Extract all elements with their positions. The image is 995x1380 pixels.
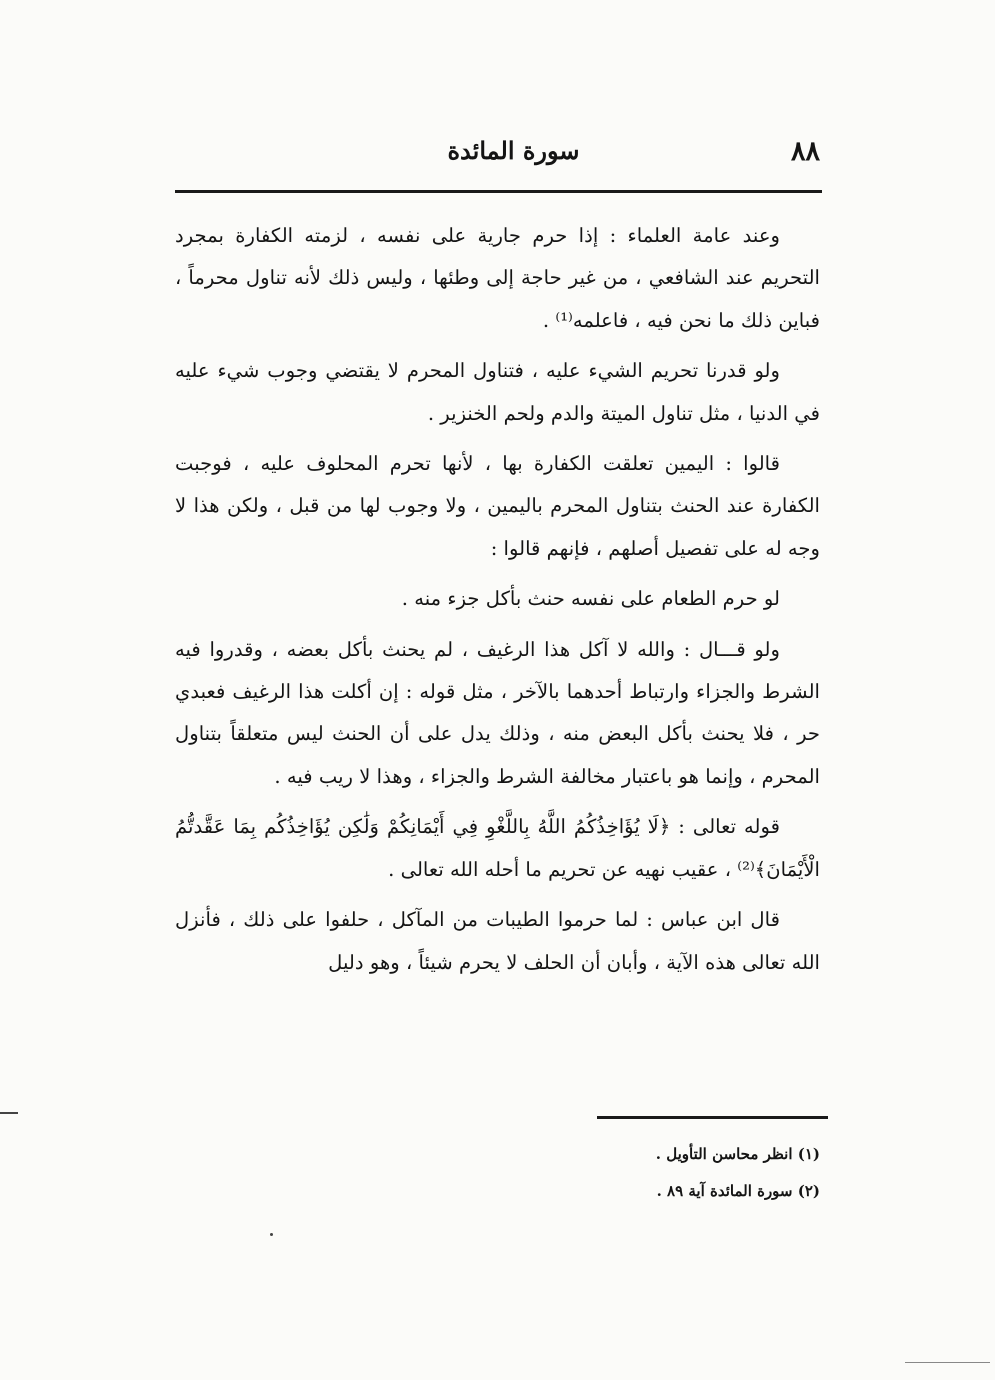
header-rule bbox=[175, 190, 822, 193]
paragraph-6-quran-verse: قوله تعالى : ﴿لَا يُؤَاخِذُكُمُ اللَّهُ بِاللَّغْوِ فِي أَيْمَانِكُمْ وَلَٰكِن يُؤَاخِذُكُم بِمَا عَقَّدتُّمُ الْأَيْمَانَ﴾⁽²⁾ ، عقيب نهيه عن تحريم ما أحله الله تعالى . bbox=[175, 815, 820, 881]
scan-dot bbox=[270, 1233, 273, 1236]
scan-mark-bottom bbox=[905, 1362, 990, 1363]
paragraph-1: وعند عامة العلماء : إذا حرم جارية على نفسه ، لزمته الكفارة بمجرد التحريم عند الشافعي ، من غير حاجة إلى وطئها ، وليس ذلك لأنه تناول محرماً ، فباين ذلك ما نحن فيه ، فاعلمه⁽¹⁾ . bbox=[175, 224, 820, 332]
paragraph-5: ولو قـــال : والله لا آكل هذا الرغيف ، لم يحنث بأكل بعضه ، وقدروا فيه الشرط والجزاء وارتباط أحدهما بالآخر ، مثل قوله : إن أكلت هذا الرغيف فعبدي حر ، فلا يحنث بأكل البعض منه ، وذلك يدل على أن الحنث ليس متعلقاً بتناول المحرم ، وإنما هو باعتبار مخالفة الشرط والجزاء ، وهذا لا ريب فيه . bbox=[175, 637, 820, 788]
page-header bbox=[175, 136, 822, 176]
running-title: سورة المائدة bbox=[447, 136, 580, 165]
scan-mark-left bbox=[0, 1112, 18, 1114]
body-text bbox=[175, 215, 820, 992]
footnotes bbox=[370, 1136, 820, 1210]
paragraph-4: لو حرم الطعام على نفسه حنث بأكل جزء منه . bbox=[401, 587, 780, 611]
paragraph-7: قال ابن عباس : لما حرموا الطيبات من المآكل ، حلفوا على ذلك ، فأنزل الله تعالى هذه الآية ، وأبان أن الحلف لا يحرم شيئاً ، وهو دليل bbox=[175, 908, 820, 974]
paragraph-3: قالوا : اليمين تعلقت الكفارة بها ، لأنها تحرم المحلوف عليه ، فوجبت الكفارة عند الحنث بتناول المحرم باليمين ، ولا وجوب لها من قبل ، ولكن هذا لا وجه له على تفصيل أصلهم ، فإنهم قالوا : bbox=[175, 452, 820, 560]
footnote-1: (١) انظر محاسن التأويل . bbox=[655, 1145, 820, 1163]
paragraph-2: ولو قدرنا تحريم الشيء عليه ، فتناول المحرم لا يقتضي وجوب شيء عليه في الدنيا ، مثل تناول الميتة والدم ولحم الخنزير . bbox=[175, 359, 820, 425]
page-number: ٨٨ bbox=[790, 136, 820, 167]
footnote-2: (٢) سورة المائدة آية ٨٩ . bbox=[656, 1182, 820, 1200]
footnote-rule bbox=[597, 1116, 828, 1119]
